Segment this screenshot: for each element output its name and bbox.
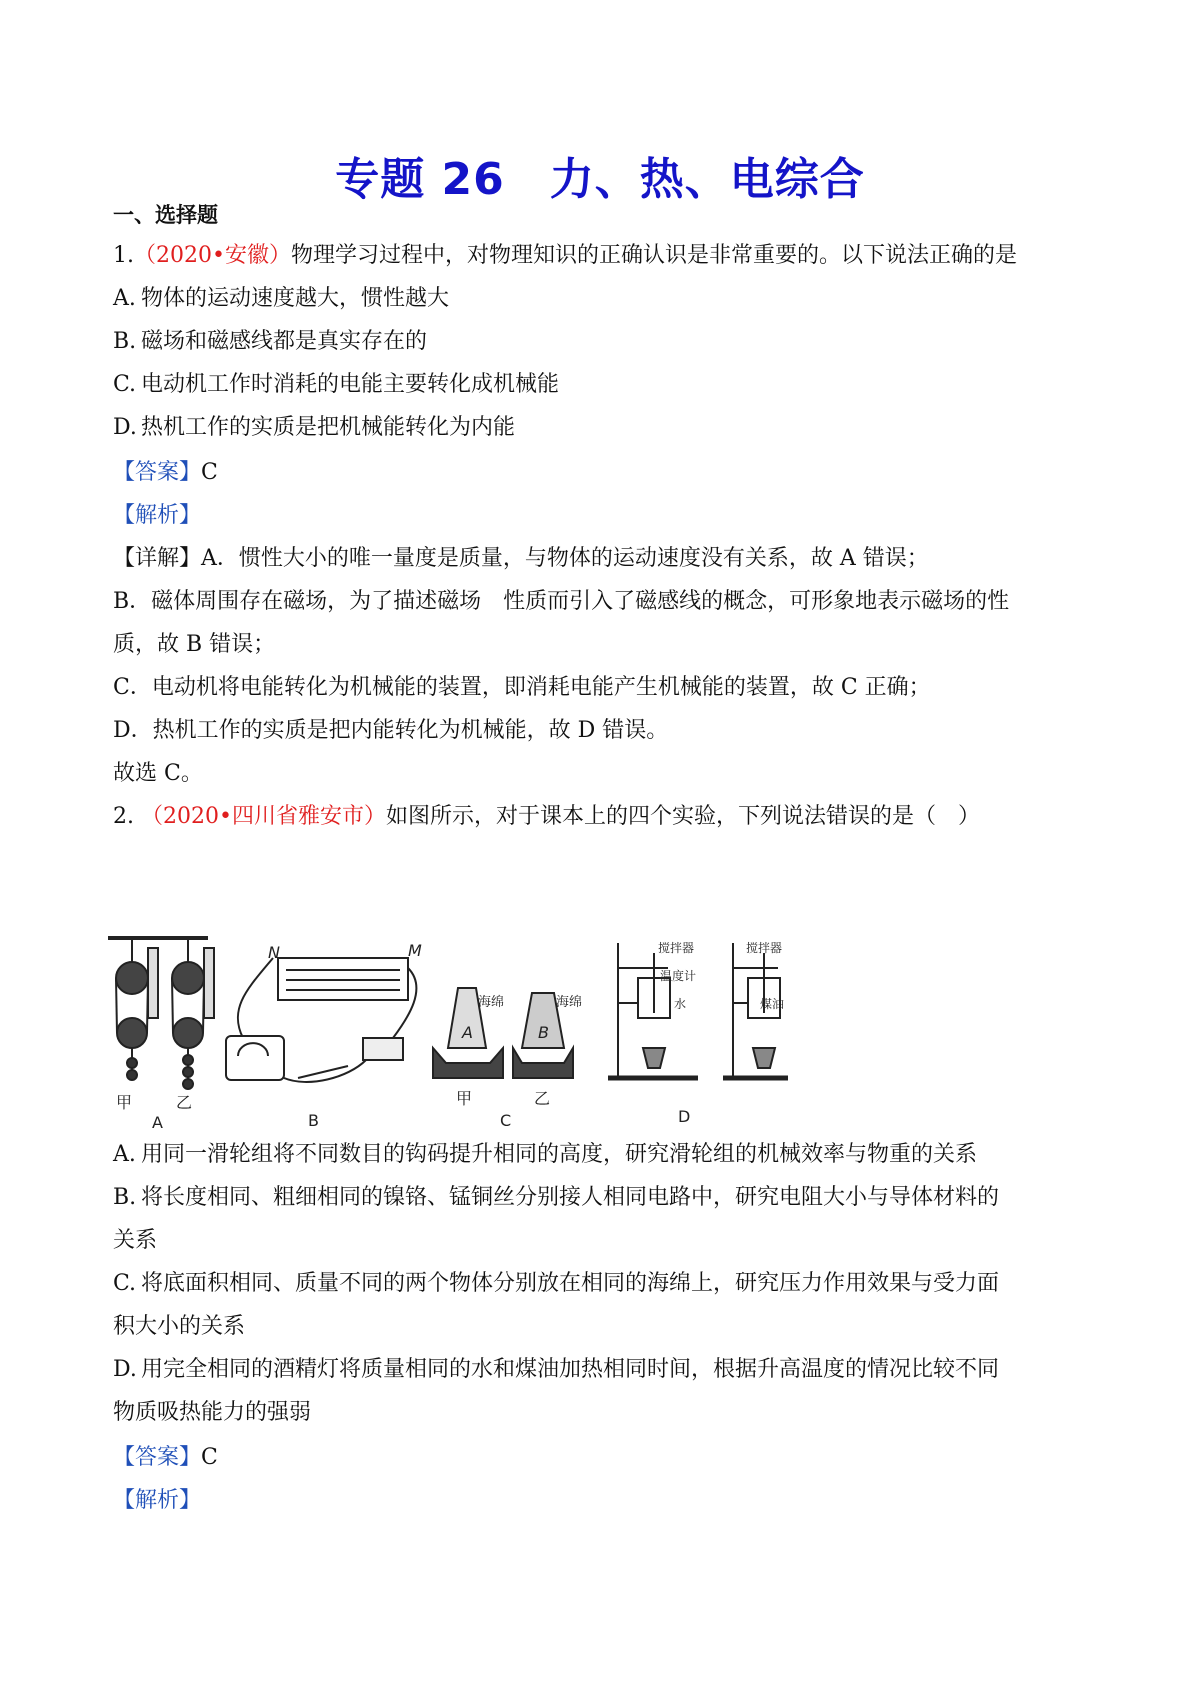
q1-number: 1. [113, 243, 134, 268]
q2-option-b: B. 将长度相同、粗细相同的镍铬、锰铜丝分别接人相同电路中，研究电阻大小与导体材料的 [113, 1185, 1000, 1210]
section-heading: 一、选择题 [113, 203, 218, 227]
fig-d-oil: 煤油 [760, 997, 785, 1011]
q1-option-a: A. 物体的运动速度越大，惯性越大 [113, 286, 450, 311]
fig-c-sponge-2: 海绵 [556, 995, 583, 1010]
q1-stem-line [113, 240, 1017, 272]
q1-detail-line-5: D．热机工作的实质是把内能转化为机械能，故 D 错误。 [113, 718, 669, 743]
q1-detail-line-3: 质，故 B 错误； [113, 632, 276, 657]
q2-option-a: A. 用同一滑轮组将不同数目的钩码提升相同的高度，研究滑轮组的机械效率与物重的关系 [113, 1142, 978, 1167]
q2-stem-line [113, 801, 980, 833]
page-title: 专题 26 力、热、电综合 [335, 154, 865, 205]
q2-option-b-cont: 关系 [113, 1228, 158, 1253]
fig-b-caption: B [308, 1111, 319, 1128]
fig-d-stirrer-1: 搅拌器 [658, 941, 695, 955]
fig-b-n: N [268, 943, 280, 962]
q1-answer-value: C [201, 460, 218, 485]
q2-stem: 如图所示，对于课本上的四个实验，下列说法错误的是（ ） [385, 804, 980, 829]
q2-option-c-cont: 积大小的关系 [113, 1314, 246, 1339]
fig-b-m: M [408, 941, 422, 960]
q1-analysis-label: 【解析】 [113, 503, 202, 528]
q2-number: 2. [113, 804, 134, 829]
q2-option-c: C. 将底面积相同、质量不同的两个物体分别放在相同的海绵上，研究压力作用效果与受力面 [113, 1271, 1000, 1296]
fig-d-thermometer: 温度计 [660, 969, 697, 983]
fig-a-caption: A [152, 1113, 163, 1128]
q2-source: （2020•四川省雅安市） [141, 804, 386, 829]
q1-detail-label: 【详解】 [113, 546, 202, 571]
q2-option-d-cont: 物质吸热能力的强弱 [113, 1400, 312, 1425]
fig-c-left-label: 甲 [456, 1089, 473, 1108]
fig-d-stirrer-2: 搅拌器 [746, 941, 783, 955]
fig-a-right-label: 乙 [176, 1093, 193, 1112]
fig-c-right-letter: B [538, 1023, 549, 1042]
fig-c-right-label: 乙 [534, 1089, 551, 1108]
q1-option-b: B. 磁场和磁感线都是真实存在的 [113, 329, 428, 354]
q1-answer-label: 【答案】 [113, 460, 202, 485]
fig-c-caption: C [500, 1111, 512, 1128]
q1-stem: 物理学习过程中，对物理知识的正确认识是非常重要的。以下说法正确的是 [290, 243, 1017, 268]
fig-d-water: 水 [674, 997, 687, 1011]
circuit-b [226, 958, 416, 1082]
q2-answer-value: C [201, 1445, 218, 1470]
q2-analysis-label: 【解析】 [113, 1488, 202, 1513]
q1-detail-line-1: 【详解】A．惯性大小的唯一量度是质量，与物体的运动速度没有关系，故 A 错误； [113, 546, 929, 571]
q1-detail-line-4: C．电动机将电能转化为机械能的装置，即消耗电能产生机械能的装置，故 C 正确； [113, 675, 931, 700]
q1-option-d: D. 热机工作的实质是把机械能转化为内能 [113, 415, 516, 440]
fig-c-left-letter: A [462, 1023, 473, 1042]
q2-answer [113, 1442, 218, 1474]
experiments-figure [108, 928, 788, 1128]
q2-option-d: D. 用完全相同的酒精灯将质量相同的水和煤油加热相同时间，根据升高温度的情况比较不同 [113, 1357, 1000, 1382]
q1-source: （2020•安徽） [134, 243, 291, 268]
q2-answer-label: 【答案】 [113, 1445, 202, 1470]
fig-d-caption: D [678, 1107, 691, 1126]
q1-answer [113, 457, 218, 489]
fig-a-left-label: 甲 [116, 1093, 133, 1112]
q1-option-c: C. 电动机工作时消耗的电能主要转化成机械能 [113, 372, 560, 397]
q1-detail-line-6: 故选 C。 [113, 761, 203, 786]
q1-detail-line-2: B．磁体周围存在磁场，为了描述磁场 性质而引入了磁感线的概念，可形象地表示磁场的性 [113, 589, 1010, 614]
pulley-system-a [108, 938, 214, 1089]
fig-c-sponge-1: 海绵 [478, 995, 505, 1010]
